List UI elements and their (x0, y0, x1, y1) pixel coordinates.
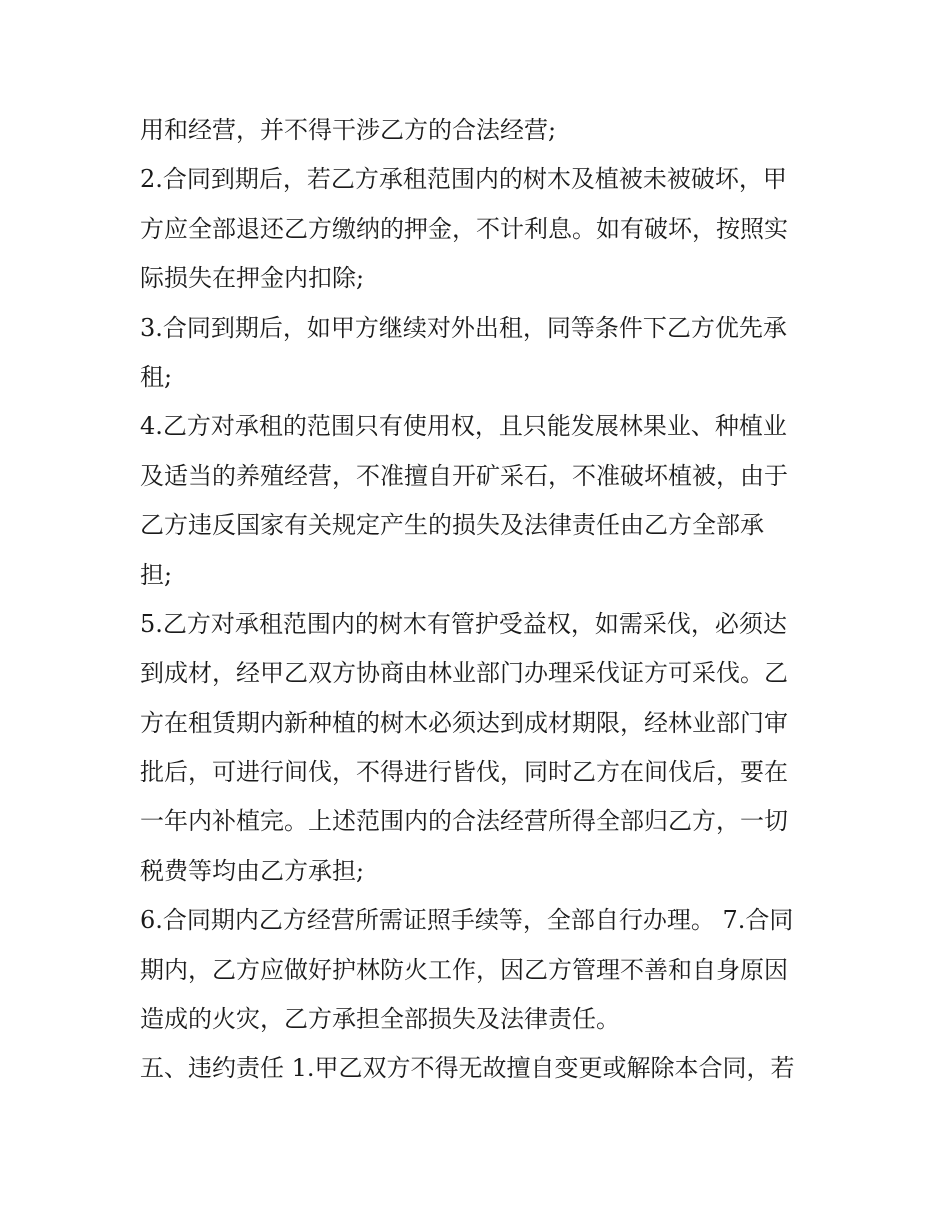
text-line: 到成材，经甲乙双方协商由林业部门办理采伐证方可采伐。乙 (140, 659, 788, 688)
text-line: 方在租赁期内新种植的树木必须达到成材期限，经林业部门审 (140, 708, 788, 737)
text-line: 期内，乙方应做好护林防火工作，因乙方管理不善和自身原因 (140, 955, 788, 984)
text-line: 租; (140, 362, 173, 391)
text-line: 6.合同期内乙方经营所需证照手续等，全部自行办理。 7.合同 (140, 906, 794, 935)
text-line: 批后，可进行间伐，不得进行皆伐，同时乙方在间伐后，要在 (140, 758, 788, 787)
text-line: 造成的火灾，乙方承担全部损失及法律责任。 (140, 1005, 620, 1034)
text-line: 担; (140, 560, 173, 589)
text-line: 5.乙方对承租范围内的树木有管护受益权，如需采伐，必须达 (140, 609, 787, 638)
text-line: 用和经营，并不得干涉乙方的合法经营; (140, 116, 557, 144)
text-line: 2.合同到期后，若乙方承租范围内的树木及植被未被破坏，甲 (140, 165, 787, 194)
text-line: 一年内补植完。上述范围内的合法经营所得全部归乙方，一切 (140, 807, 788, 836)
text-line: 及适当的养殖经营，不准擅自开矿采石，不准破坏植被，由于 (140, 461, 788, 490)
document-body (140, 106, 812, 1094)
text-line: 乙方违反国家有关规定产生的损失及法律责任由乙方全部承 (140, 511, 764, 540)
text-line: 五、违约责任 1.甲乙双方不得无故擅自变更或解除本合同，若 (140, 1054, 795, 1083)
text-line: 3.合同到期后，如甲方继续对外出租，同等条件下乙方优先承 (140, 313, 787, 342)
text-line: 际损失在押金内扣除; (140, 264, 365, 293)
text-line: 4.乙方对承租的范围只有使用权，且只能发展林果业、种植业 (140, 412, 787, 441)
text-line: 方应全部退还乙方缴纳的押金，不计利息。如有破坏，按照实 (140, 214, 788, 243)
text-line: 税费等均由乙方承担; (140, 856, 365, 885)
